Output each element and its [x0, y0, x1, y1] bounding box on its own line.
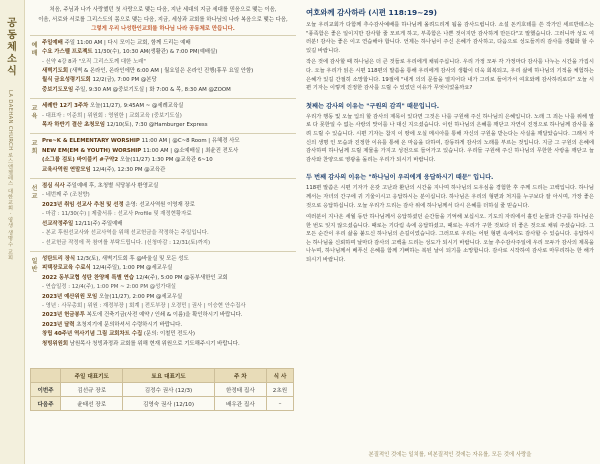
- list-item: - 대표자 : 이준희 | 위원회 : 영원한 | 교회교육 (중보기도실): [42, 112, 182, 119]
- table-header-blank: [31, 369, 61, 383]
- list-item: - 네번째 주 (조천향): [42, 192, 90, 199]
- table-cell: 김정수 권사 (12/3): [123, 383, 214, 397]
- table-header: 주 차: [214, 369, 266, 383]
- section-label: 일반: [31, 257, 38, 273]
- list-item: - 마감 : 11/30(수) | 제출서류 : 선교사 Profile 및 재정현황자료: [42, 211, 192, 218]
- list-item: 중보기도모임 주일, 9:30 AM @중보기도실 | 화 7:00 & 목, 8:30 AM @ZOOM: [42, 86, 231, 93]
- list-item: 주일예배 주일 11:00 AM | 다시 모이는 교회, 함께 드리는 예배: [42, 39, 191, 46]
- sermon-heading: 첫째는 감사의 이유는 "구원의 감격" 때문입니다.: [306, 102, 440, 110]
- list-item: Pre~K & ELEMENTARY WORSHIP 11:00 AM | @C~8 Room | 유혜경 사모: [42, 138, 240, 145]
- table-cell: 한정태 집사: [214, 383, 266, 397]
- table-row: [31, 397, 294, 411]
- list-item: 2022 동부교협 성탄 찬양제 특별 연습 12/4(주), 5:00 PM @동부새한인 교회: [42, 274, 228, 281]
- sermon-paragraph: 우리가 행동 및 오늘 입의 할 감사의 제목이 있다면 그것은 나를 구원해 주신 하나님의 은혜입니다. 노래 그 죄는 나를 위해 말로 다 못한일 수 없는 사랑의 맛이를 나 대신 지으셨습니다. 이런 하나님의 은혜를 깨닫고 자연이 진정으로 하나님께 감사를 올려 드릴 수 있습니다. 시편 기자는 참지 이 땅에 오실 메시아를 통해 자신의 구원을 받는다는 사실을 깨달았습니다. 그래서 자신의 생명 인 모습과 진정한 이유를 통해 온 마음을 다하여, 감동하게 감사의 노래를 부르는 것입니다. 지금 그 구원의 은혜에 감사하며 하나님께 드릴 제물을 가지고 성전으로 들어가고 있습니다. 우리들 구원해 주신 하나님의 무한한 사랑을 깨닫고 늘 감사와 찬양으로 영광을 돌리는 우리가 되시기 바랍니다.: [306, 113, 594, 163]
- table-header: 주일 대표기도: [61, 369, 123, 383]
- list-item: 2023년 취임 선교사 추천 및 선정 운영: 선교사역원 이영재 장로: [42, 201, 195, 208]
- list-item: 청빙위원회 남원목사 청빙과정과 교회를 위해 현재 위원으로 기도해주시기 바랍니다.: [42, 340, 240, 347]
- list-item: 수요 가스펠 프로젝트 11/30(수), 10:30 AM(생활관) & 7:00 PM(예배실): [42, 49, 218, 56]
- list-item: - 본교 후원선교사와 선교사역을 위해 선교헌금을 작정하는 주일입니다.: [42, 230, 209, 237]
- list-item: - 선교헌금 작정에 꼭 참여를 부탁드립니다. (신청마감 : 12/31(토)까지): [42, 239, 211, 246]
- sermon-title: 여호와께 감사하라 (시편 118:19~29): [306, 8, 438, 17]
- list-item: 창립 40주년 역사기념 그림 교회차트 수집 (문의: 이철민 전도사): [42, 331, 196, 338]
- section-label: 교회: [31, 140, 38, 156]
- section-education: [30, 98, 296, 133]
- list-item: 점심 식사 주일예배 후, 초청별 식당봉사 환영교실: [42, 183, 159, 190]
- list-item: 목자 하반기 결산 초청모임 12/10(토), 7:30 @Hamburger Express: [42, 122, 208, 129]
- intro-block: [30, 6, 296, 35]
- duty-table: [30, 368, 294, 411]
- list-item: 세례반 12기 3주차 오늘(11/27), 9:45AM ~ @세례교육실: [42, 103, 184, 110]
- sermon-heading: 두 번째 감사의 이유는 "하나님이 우리에게 응답하시기 때문" 입니다.: [306, 174, 494, 182]
- sermon-column: [306, 6, 594, 454]
- list-item: 2023년 예산위원 모임 오늘(11/27), 2:00 PM @세교우실: [42, 293, 183, 300]
- sermon-paragraph: 작은 것에 감사할 때 하나님은 더 큰 것들로 우리에게 채워주십니다. 우리 가정 모두 각 가정마다 감사를 나누는 시간을 가집시다. 오늘 우리가 읽은 시편 118편의 말씀을 통해 우리에게 감사의 생활이 더욱 회복되고, 우리 삶에 하나님의 기적을 체험하는 은혜가 있길 간절히 소망합니다. 19절에 "내게 의의 문들을 열지어다 내가 그리로 들어가서 여호와께 감사하리로다" 오늘 시편 기자는 이렇게 진정한 감사를 드릴 수 있었던 이유가 무엇이었을까요?: [306, 59, 594, 92]
- table-cell: 2초원: [266, 383, 293, 397]
- intro-line-1: 처음, 주님과 나가 사랑했던 첫 사랑으로 맺는 다음, 지난 세대의 지금 세대를 믿음으로 맺는 이음,: [49, 7, 277, 13]
- section-label: 선교: [31, 185, 38, 201]
- table-cell: 이번주: [31, 383, 61, 397]
- section-label: 예배: [31, 41, 38, 57]
- section-worship: [30, 35, 296, 98]
- sermon-paragraph: 118편 말씀은 시편 기자가 온갖 고난과 환난의 시간을 지나며 하나님의 도우심을 경험한 후 주께 드리는 고백입니다. 하나님께서는 자녀의 간구에 귀 기울이시고 응답하시는 분이십니다. 하나님은 우리의 형편과 처지를 누구보다 잘 아시며, 가장 좋은 것으로 응답하십니다. 오늘 우리가 드리는 감사 위에 하나님께서 다시 은혜를 더하실 줄 믿습니다.: [306, 185, 594, 209]
- side-strip: [0, 0, 25, 464]
- table-header: 식 사: [266, 369, 293, 383]
- list-item: 2023년 헌금봉투 복도에 건축기금(사전 예약 / 인쇄 & 이름)을 확인하시기 바랍니다.: [42, 312, 243, 319]
- announcements-column: [30, 6, 296, 430]
- table-cell: –: [266, 397, 293, 411]
- table-cell: 김선규 장로: [61, 383, 123, 397]
- list-item: - 영년 : 사무총회 | 위원 : 재정부장 | 회계 | 전도부장 | 오경민 | 권사 | 이승현 안수집사: [42, 302, 246, 309]
- section-church: [30, 133, 296, 178]
- list-item: 선교작정주일 12/11(주) 주일예배: [42, 220, 123, 227]
- table-row: [31, 383, 294, 397]
- intro-line-2: 이음, 서로와 서로를 그리스도의 몸으로 맺는 다음, 지금, 세상과 교회를 하나님의 나라 복음으로 맺는 다음,: [38, 16, 288, 23]
- table-cell: 김영숙 권사 (12/10): [123, 397, 214, 411]
- list-item: 월식 금요성령기도회 12/2(금), 7:00 PM @본당: [42, 77, 157, 84]
- table-cell: 다음주: [31, 397, 61, 411]
- list-item: - 신약 4강 8과 "오직 그리스도께 대한 노래": [42, 58, 146, 65]
- list-item: 2023년 달력 초청지기에 문의하셔서 수령하시기 바랍니다.: [42, 321, 183, 328]
- church-name-vertical: LA DAEHAN CHURCH 로스앤젤레스 대한교회 · 영생 생명수 교회: [7, 90, 13, 261]
- section-general: [30, 251, 296, 352]
- sermon-paragraph: 여러분이 지나온 세월 동안 하나님께서 응답하셨던 순간들을 기억해 보십시오. 기도의 자리에서 흘린 눈물과 간구를 하나님은 한 번도 잊지 않으셨습니다. 때로는 기다림 속에 응답하셨고, 때로는 우리가 구한 것보다 더 좋은 것으로 채워 주셨습니다. 그 모든 순간이 우리 삶을 붙드신 하나님의 손길이었습니다. 그러므로 우리는 어떤 형편 속에서도 감사할 수 있습니다. 응답하시는 하나님을 신뢰하며 날마다 감사의 고백을 드리는 성도가 되시기 바랍니다. 오늘 추수감사주일에 우리 모두가 감사의 제목을 나누며, 하나님께서 베푸신 은혜를 함께 기뻐하는 복된 날이 되기를 소망합니다. 감사로 시작하여 감사로 마무리하는 한 해가 되시기 바랍니다.: [306, 214, 594, 264]
- list-item: (소그룹 검토) 바이블키 #구약2 오늘(11/27) 1:30 PM @교육관 6~10: [42, 157, 213, 164]
- table-header: 토요 대표기도: [123, 369, 214, 383]
- list-item: 피택장로교육 수료식 12/4(주일), 1:00 PM @세교우실: [42, 265, 173, 272]
- table-header-row: [31, 369, 294, 383]
- table-cell: 배우관 집사: [214, 397, 266, 411]
- intro-line-3: 그렇게 우리 나성한인교회를 하나님 나라 공동체로 만듭니다.: [91, 26, 235, 33]
- list-item: 새벽기도회 (새벽 & 온라인, 온라인에만 6:00 AM | 월요일은 온라인 진행(휴무 요일 안함): [42, 68, 254, 74]
- list-item: - 연습일정 : 12/4(주), 1:00 PM ~ 2:00 PM @성가대실: [42, 284, 176, 291]
- footer-motto: 본질적인 것에는 일치를, 비본질적인 것에는 자유를, 모든 것에 사랑을: [368, 452, 532, 458]
- table-cell: 윤태선 장로: [61, 397, 123, 411]
- list-item: 교육사역원 연말모임 12/4(주), 12:30 PM @교육관: [42, 166, 166, 173]
- section-label: 교육: [31, 105, 38, 121]
- sermon-paragraph: 오늘 우리교회가 다함께 추수감사예배를 하나님께 올려드리게 됨을 감사드립니다. 소설 돈키호테를 쓴 작가인 세르반테스는 "풍족함은 좋은 일이지만 감사할 줄 모르게 하고, 부족함은 나쁜 것이지만 감사하게 만든다"고 말했습니다. 그러니까 성도 여러분! 감사는 좋은 이고 연습해야 합니다. 언제는 하나님이 주신 은혜가 감사하고, 다음으로 성도들끼리 감사를 생활화 할 수 있길 바랍니다.: [306, 22, 594, 54]
- list-item: 성탄트리 장식 12/3(토), 새벽기도회 후 @바울실 및 모든 성도: [42, 255, 189, 262]
- strip-title: 공동체소식: [7, 18, 17, 77]
- list-item: NEW EM(EM & YOUTH) WORSHIP 11:00 AM | @소예배실 | 최윤진 전도사: [42, 147, 239, 154]
- section-mission: [30, 178, 296, 251]
